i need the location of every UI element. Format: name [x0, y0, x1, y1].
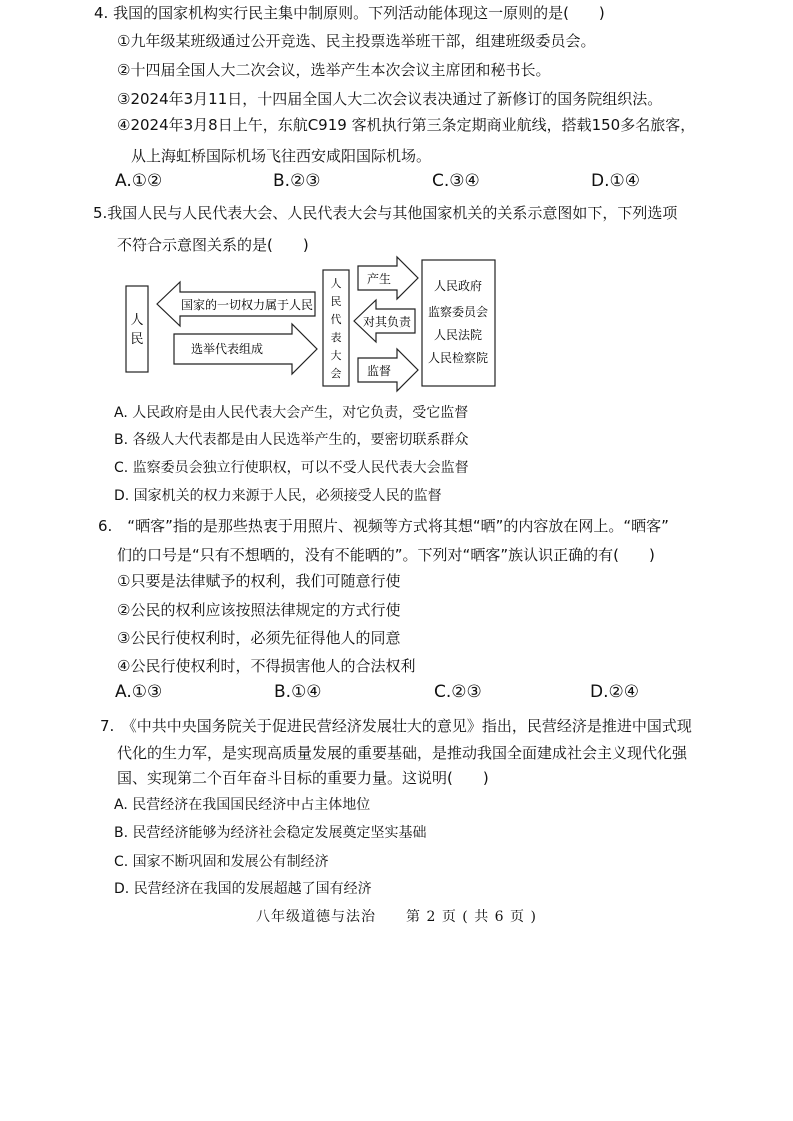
q4-option-d: D.①④ [591, 171, 640, 191]
people-box [126, 286, 148, 372]
npc-box-label: 会 [330, 367, 342, 380]
q5-option-a: A. 人民政府是由人民代表大会产生，对它负责，受它监督 [114, 405, 469, 421]
q7-option-c: C. 国家不断巩固和发展公有制经济 [114, 854, 329, 870]
q4-option-b: B.②③ [273, 171, 321, 191]
q4-item: ④2024年3月8日上午，东航C919 客机执行第三条定期商业航线，搭载150多名旅客， [117, 116, 696, 134]
npc-box-label: 大 [330, 349, 342, 362]
q5-stem: 不符合示意图关系的是( ) [117, 236, 309, 254]
q5-option-b: B. 各级人大代表都是由人民选举产生的，要密切联系群众 [114, 432, 469, 448]
q7-option-d: D. 民营经济在我国的发展超越了国有经济 [114, 881, 372, 897]
arrow-responsible-label: 对其负责 [362, 315, 412, 329]
people-box-label: 人 [130, 313, 144, 328]
state-organ-label: 人民法院 [433, 328, 483, 342]
q5-option-d: D. 国家机关的权力来源于人民，必须接受人民的监督 [114, 488, 442, 504]
q6-option-a: A.①③ [115, 682, 163, 702]
npc-box-label: 人 [330, 277, 342, 290]
state-organ-label: 人民政府 [433, 279, 483, 293]
q4-item-continued: 从上海虹桥国际机场飞往西安咸阳国际机场。 [131, 147, 432, 165]
arrow-supervise-label: 监督 [366, 364, 392, 378]
q6-item: ②公民的权利应该按照法律规定的方式行使 [117, 601, 401, 619]
q6-item: ③公民行使权利时，必须先征得他人的同意 [117, 629, 401, 647]
q4-item: ②十四届全国人大二次会议，选举产生本次会议主席团和秘书长。 [117, 61, 551, 79]
people-box-label: 民 [130, 332, 144, 347]
npc-box-label: 表 [330, 331, 342, 344]
arrow-top-label: 国家的一切权力属于人民 [180, 298, 314, 312]
npc-box-label: 代 [330, 313, 342, 326]
q6-option-b: B.①④ [274, 682, 322, 702]
q5-option-c: C. 监察委员会独立行使职权，可以不受人民代表大会监督 [114, 460, 469, 476]
page-footer: 八年级道德与法治 第 2 页 ( 共 6 页 ) [256, 909, 537, 925]
q7-option-a: A. 民营经济在我国国民经济中占主体地位 [114, 797, 371, 813]
q6-item: ④公民行使权利时，不得损害他人的合法权利 [117, 657, 416, 675]
q6-stem: 6. “晒客”指的是那些热衷于用照片、视频等方式将其想“晒”的内容放在网上。“晒客” [98, 517, 669, 535]
state-organ-label: 人民检察院 [427, 351, 489, 365]
q7-stem: 代化的生力军，是实现高质量发展的重要基础，是推动我国全面建成社会主义现代化强 [117, 744, 688, 762]
q6-option-d: D.②④ [590, 682, 639, 702]
q4-option-c: C.③④ [432, 171, 480, 191]
q6-item: ①只要是法律赋予的权利，我们可随意行使 [117, 572, 401, 590]
q7-stem: 国、实现第二个百年奋斗目标的重要力量。这说明( ) [117, 769, 489, 787]
q4-item: ③2024年3月11日，十四届全国人大二次会议表决通过了新修订的国务院组织法。 [117, 90, 663, 108]
q4-stem: 4. 我国的国家机构实行民主集中制原则。下列活动能体现这一原则的是( ) [94, 4, 605, 22]
q5-stem: 5.我国人民与人民代表大会、人民代表大会与其他国家机关的关系示意图如下，下列选项 [93, 204, 678, 222]
arrow-produce-label: 产生 [366, 272, 392, 286]
relationship-diagram [122, 254, 502, 394]
q6-stem: 们的口号是“只有不想晒的，没有不能晒的”。下列对“晒客”族认识正确的有( ) [117, 546, 655, 564]
q7-option-b: B. 民营经济能够为经济社会稳定发展奠定坚实基础 [114, 825, 427, 841]
arrow-bottom-label: 选举代表组成 [190, 342, 264, 356]
q6-option-c: C.②③ [434, 682, 482, 702]
q4-option-a: A.①② [115, 171, 163, 191]
npc-box-label: 民 [330, 295, 342, 308]
state-organ-label: 监察委员会 [427, 305, 489, 319]
q7-stem: 7. 《中共中央国务院关于促进民营经济发展壮大的意见》指出，民营经济是推进中国式现 [100, 717, 692, 735]
q4-item: ①九年级某班级通过公开竞选、民主投票选举班干部，组建班级委员会。 [117, 32, 596, 50]
